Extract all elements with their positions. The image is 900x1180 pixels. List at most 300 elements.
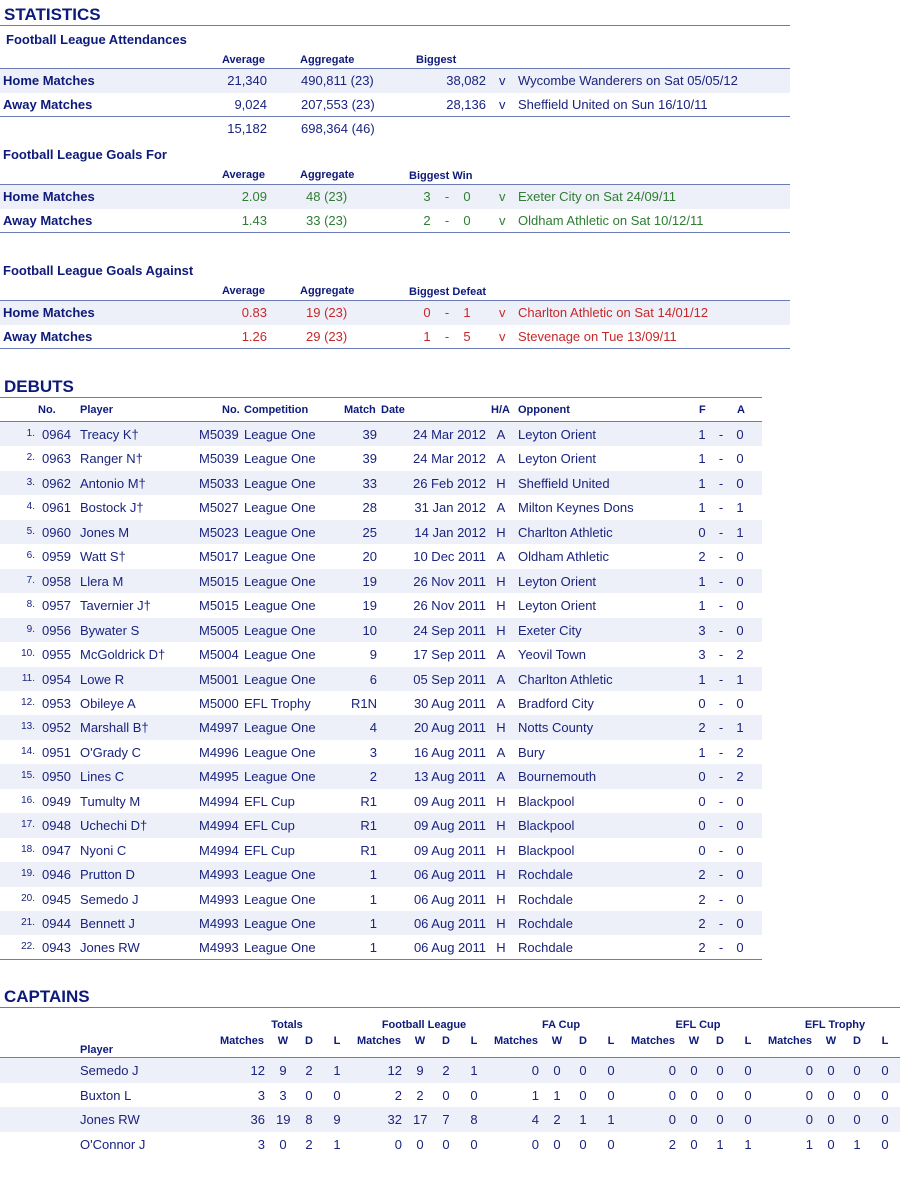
opponent: Rochdale xyxy=(518,940,573,956)
avg-value: 1.43 xyxy=(241,213,267,228)
match-round: 1 xyxy=(369,916,377,931)
opponent: Bury xyxy=(518,744,545,760)
score-dash: - xyxy=(718,622,724,638)
stat-value: 0 xyxy=(333,1087,341,1103)
stat-value: 0 xyxy=(531,1063,539,1078)
opponent: Rochdale xyxy=(518,916,573,931)
col-biggest-defeat: Biggest Defeat xyxy=(409,286,487,298)
biggest-detail: Sheffield United on Sun 16/10/11 xyxy=(518,97,708,112)
competition: League One xyxy=(244,867,316,883)
stat-value: 0 xyxy=(716,1112,724,1127)
player-name: Lowe R xyxy=(80,671,125,687)
opponent: Leyton Orient xyxy=(518,451,597,467)
competition: EFL Cup xyxy=(244,793,295,809)
match-number: M5000 xyxy=(199,695,239,711)
divider xyxy=(0,1007,900,1008)
score-dash: - xyxy=(718,916,724,931)
row-index: 7. xyxy=(26,574,35,586)
stat-value: 1 xyxy=(333,1063,341,1078)
row-index: 6. xyxy=(26,550,35,562)
score-dash: - xyxy=(444,329,450,344)
score-for: 1 xyxy=(698,671,706,687)
stat-value: 8 xyxy=(305,1112,313,1127)
score-dash: - xyxy=(718,695,724,711)
score-for: 2 xyxy=(698,549,706,565)
match-round: 25 xyxy=(362,524,377,540)
home-away: H xyxy=(496,867,506,883)
player-number: 0964 xyxy=(42,427,71,442)
header-opponent: Opponent xyxy=(518,404,570,416)
agg-value: 33 (23) xyxy=(306,213,348,228)
row-index: 9. xyxy=(26,623,35,635)
opponent: Bournemouth xyxy=(518,769,597,785)
home-away: H xyxy=(496,524,506,540)
score-for: 0 xyxy=(423,305,431,320)
score-against: 0 xyxy=(736,427,744,442)
row-index: 17. xyxy=(21,819,35,831)
header-player: Player xyxy=(80,1044,114,1056)
competition: EFL Trophy xyxy=(244,695,311,711)
stat-value: 0 xyxy=(853,1063,861,1078)
player-name: Tumulty M xyxy=(80,793,141,809)
competition: EFL Cup xyxy=(244,818,295,834)
match-number: M4996 xyxy=(199,744,239,760)
match-number: M4994 xyxy=(199,842,239,858)
stat-value: 2 xyxy=(668,1136,676,1152)
competition: League One xyxy=(244,744,316,760)
stat-value: 12 xyxy=(387,1063,402,1078)
stat-value: 1 xyxy=(853,1136,861,1152)
debuts-title: DEBUTS xyxy=(4,377,74,396)
player-name: Watt S† xyxy=(80,549,126,565)
player-name: O'Grady C xyxy=(80,744,141,760)
match-round: 1 xyxy=(369,867,377,883)
player-number: 0962 xyxy=(42,475,71,491)
score-against: 0 xyxy=(736,475,744,491)
opponent: Sheffield United xyxy=(518,475,610,491)
captain-name: Buxton L xyxy=(80,1087,132,1103)
home-away: A xyxy=(496,769,506,785)
match-round: 20 xyxy=(362,549,377,565)
row-index: 3. xyxy=(26,476,35,488)
stat-value: 0 xyxy=(827,1087,835,1103)
sub-header: D xyxy=(716,1035,724,1047)
score-for: 3 xyxy=(423,189,431,204)
player-name: Jones M xyxy=(80,524,130,540)
sub-header: Matches xyxy=(220,1035,265,1047)
match-date: 24 Mar 2012 xyxy=(413,427,486,442)
home-away: H xyxy=(496,940,506,956)
player-number: 0954 xyxy=(42,671,71,687)
stat-value: 7 xyxy=(442,1112,450,1127)
home-away: H xyxy=(496,818,506,834)
home-away: H xyxy=(496,720,506,736)
player-number: 0945 xyxy=(42,891,71,907)
player-name: Bennett J xyxy=(80,916,135,931)
stat-value: 3 xyxy=(257,1087,265,1103)
score-for: 2 xyxy=(698,891,706,907)
match-number: M5027 xyxy=(199,500,239,516)
score-dash: - xyxy=(718,573,724,589)
match-date: 14 Jan 2012 xyxy=(414,524,486,540)
stat-value: 1 xyxy=(553,1087,561,1103)
score-for: 3 xyxy=(698,622,706,638)
avg-value: 9,024 xyxy=(234,97,267,112)
home-away: H xyxy=(496,475,506,491)
match-number: M5017 xyxy=(199,549,239,565)
group-header: EFL Cup xyxy=(675,1019,721,1031)
avg-value: 1.26 xyxy=(241,329,267,344)
player-number: 0963 xyxy=(42,451,71,467)
score-for: 1 xyxy=(698,475,706,491)
match-round: 6 xyxy=(369,671,377,687)
competition: League One xyxy=(244,940,316,956)
group-header: EFL Trophy xyxy=(804,1019,866,1031)
score-for: 2 xyxy=(698,867,706,883)
row-index: 4. xyxy=(26,501,35,513)
player-number: 0960 xyxy=(42,524,71,540)
versus: v xyxy=(499,97,506,112)
stat-value: 0 xyxy=(579,1063,587,1078)
row-label: Home Matches xyxy=(3,73,95,88)
score-against: 0 xyxy=(736,573,744,589)
stat-value: 8 xyxy=(470,1112,478,1127)
match-number: M5039 xyxy=(199,427,239,442)
player-name: Obileye A xyxy=(80,695,136,711)
score-against: 0 xyxy=(736,451,744,467)
sub-header: W xyxy=(825,1035,837,1047)
player-name: Nyoni C xyxy=(80,842,127,858)
sub-header: W xyxy=(551,1035,563,1047)
player-name: Lines C xyxy=(80,769,125,785)
group-header: FA Cup xyxy=(541,1019,581,1031)
group-header: Totals xyxy=(271,1019,303,1031)
match-round: 3 xyxy=(369,744,377,760)
score-for: 1 xyxy=(698,427,706,442)
score-dash: - xyxy=(718,451,724,467)
match-number: M5005 xyxy=(199,622,239,638)
row-index: 12. xyxy=(21,696,35,708)
goals-for-title: Football League Goals For xyxy=(3,147,167,162)
row-index: 15. xyxy=(21,770,35,782)
home-away: H xyxy=(496,573,506,589)
attendance-total-avg: 15,182 xyxy=(227,121,267,136)
col-aggregate: Aggregate xyxy=(300,169,355,181)
match-round: R1 xyxy=(360,818,377,834)
score-dash: - xyxy=(444,305,450,320)
biggest-detail: Oldham Athletic on Sat 10/12/11 xyxy=(518,213,704,228)
opponent: Charlton Athletic xyxy=(518,524,613,540)
player-number: 0958 xyxy=(42,573,71,589)
sub-header: Matches xyxy=(768,1035,813,1047)
col-biggest: Biggest xyxy=(416,54,457,66)
stat-value: 3 xyxy=(257,1136,265,1152)
score-against: 1 xyxy=(736,524,744,540)
competition: League One xyxy=(244,427,316,442)
match-number: M5001 xyxy=(199,671,239,687)
competition: EFL Cup xyxy=(244,842,295,858)
stat-value: 0 xyxy=(668,1087,676,1103)
header-competition: Competition xyxy=(244,404,309,416)
sub-header: D xyxy=(579,1035,587,1047)
row-index: 2. xyxy=(26,452,35,464)
stat-value: 0 xyxy=(305,1087,313,1103)
row-label: Home Matches xyxy=(3,189,95,204)
match-date: 10 Dec 2011 xyxy=(413,549,486,565)
player-number: 0955 xyxy=(42,647,71,663)
home-away: A xyxy=(496,427,506,442)
row-index: 18. xyxy=(21,843,35,855)
player-name: Marshall B† xyxy=(80,720,149,736)
match-round: 39 xyxy=(362,451,377,467)
score-for: 2 xyxy=(698,916,706,931)
row-index: 5. xyxy=(26,525,35,537)
match-date: 24 Mar 2012 xyxy=(413,451,486,467)
stat-value: 1 xyxy=(607,1112,615,1127)
score-against: 1 xyxy=(736,500,744,516)
match-number: M5039 xyxy=(199,451,239,467)
score-dash: - xyxy=(718,598,724,614)
stat-value: 1 xyxy=(531,1087,539,1103)
stat-value: 0 xyxy=(805,1063,813,1078)
stat-value: 1 xyxy=(716,1136,724,1152)
header-for: F xyxy=(699,404,706,416)
score-dash: - xyxy=(718,793,724,809)
match-round: 28 xyxy=(362,500,377,516)
match-date: 06 Aug 2011 xyxy=(413,867,486,883)
competition: League One xyxy=(244,891,316,907)
player-name: McGoldrick D† xyxy=(80,647,166,663)
stat-value: 0 xyxy=(553,1063,561,1078)
score-against: 0 xyxy=(736,867,744,883)
match-date: 24 Sep 2011 xyxy=(413,622,486,638)
match-number: M4993 xyxy=(199,916,239,931)
player-number: 0956 xyxy=(42,622,71,638)
score-for: 3 xyxy=(698,647,706,663)
row-index: 1. xyxy=(26,428,35,439)
stat-value: 0 xyxy=(881,1136,889,1152)
competition: League One xyxy=(244,500,316,516)
score-dash: - xyxy=(718,500,724,516)
stat-value: 0 xyxy=(827,1112,835,1127)
stat-value: 9 xyxy=(333,1112,341,1127)
home-away: A xyxy=(496,671,506,687)
match-number: M5004 xyxy=(199,647,239,663)
player-number: 0944 xyxy=(42,916,71,931)
col-average: Average xyxy=(222,169,266,181)
score-against: 0 xyxy=(736,891,744,907)
match-number: M5023 xyxy=(199,524,239,540)
stat-value: 1 xyxy=(744,1136,752,1152)
score-against: 0 xyxy=(463,189,471,204)
stat-value: 0 xyxy=(690,1087,698,1103)
sub-header: W xyxy=(688,1035,700,1047)
score-for: 0 xyxy=(698,818,706,834)
match-date: 06 Aug 2011 xyxy=(413,940,486,956)
agg-value: 19 (23) xyxy=(306,305,348,320)
stat-value: 0 xyxy=(690,1136,698,1152)
stat-value: 4 xyxy=(531,1112,539,1127)
score-dash: - xyxy=(718,891,724,907)
sub-header: L xyxy=(470,1035,478,1047)
row-label: Away Matches xyxy=(3,97,93,112)
stat-value: 2 xyxy=(442,1063,450,1078)
stat-value: 0 xyxy=(607,1136,615,1152)
biggest-detail: Charlton Athletic on Sat 14/01/12 xyxy=(518,305,709,320)
score-for: 1 xyxy=(698,573,706,589)
agg-value: 490,811 (23) xyxy=(301,73,374,88)
score-dash: - xyxy=(718,427,724,442)
agg-value: 207,553 (23) xyxy=(301,97,375,112)
row-index: 19. xyxy=(21,868,35,880)
player-name: Jones RW xyxy=(80,940,140,956)
score-for: 1 xyxy=(423,329,431,344)
row-label: Home Matches xyxy=(3,305,95,320)
row-label: Away Matches xyxy=(3,213,93,228)
match-round: 2 xyxy=(369,769,377,785)
match-round: 19 xyxy=(362,598,377,614)
stat-value: 1 xyxy=(805,1136,813,1152)
opponent: Charlton Athletic xyxy=(518,671,613,687)
match-number: M4997 xyxy=(199,720,239,736)
player-number: 0947 xyxy=(42,842,71,858)
stat-value: 1 xyxy=(333,1136,341,1152)
home-away: H xyxy=(496,916,506,931)
biggest-detail: Exeter City on Sat 24/09/11 xyxy=(518,189,677,204)
header-player: Player xyxy=(80,404,114,416)
match-date: 26 Nov 2011 xyxy=(413,598,486,614)
col-biggest-win: Biggest Win xyxy=(409,170,473,182)
match-date: 05 Sep 2011 xyxy=(413,671,486,687)
score-for: 2 xyxy=(698,940,706,956)
col-average: Average xyxy=(222,54,266,66)
score-dash: - xyxy=(718,769,724,785)
competition: League One xyxy=(244,671,316,687)
stat-value: 12 xyxy=(250,1063,265,1078)
row-index: 21. xyxy=(21,917,35,928)
stat-value: 9 xyxy=(416,1063,424,1078)
score-against: 0 xyxy=(736,793,744,809)
score-dash: - xyxy=(718,744,724,760)
match-date: 26 Feb 2012 xyxy=(412,475,486,491)
home-away: H xyxy=(496,622,506,638)
stat-value: 0 xyxy=(716,1063,724,1078)
row-index: 16. xyxy=(21,794,35,806)
score-for: 0 xyxy=(698,695,706,711)
versus: v xyxy=(499,213,506,228)
stat-value: 0 xyxy=(416,1136,424,1152)
player-number: 0950 xyxy=(42,769,71,785)
score-for: 0 xyxy=(698,842,706,858)
competition: League One xyxy=(244,524,316,540)
player-number: 0946 xyxy=(42,867,71,883)
score-dash: - xyxy=(718,940,724,956)
player-name: Semedo J xyxy=(80,891,139,907)
stat-value: 0 xyxy=(579,1087,587,1103)
stat-value: 0 xyxy=(394,1136,402,1152)
player-number: 0961 xyxy=(42,500,71,516)
group-header: Football League xyxy=(381,1019,467,1031)
opponent: Notts County xyxy=(518,720,594,736)
match-date: 06 Aug 2011 xyxy=(413,916,486,931)
divider xyxy=(0,397,762,398)
row-index: 11. xyxy=(21,672,35,684)
avg-value: 2.09 xyxy=(241,189,267,204)
score-against: 0 xyxy=(736,622,744,638)
stat-value: 0 xyxy=(853,1087,861,1103)
stat-value: 0 xyxy=(690,1063,698,1078)
sub-header: W xyxy=(414,1035,426,1047)
score-dash: - xyxy=(718,549,724,565)
match-number: M4993 xyxy=(199,867,239,883)
match-date: 30 Aug 2011 xyxy=(413,695,486,711)
score-against: 0 xyxy=(463,213,471,228)
goals-against-title: Football League Goals Against xyxy=(3,263,194,278)
stat-value: 2 xyxy=(394,1087,402,1103)
score-against: 1 xyxy=(736,720,744,736)
player-number: 0957 xyxy=(42,598,71,614)
score-against: 0 xyxy=(736,695,744,711)
player-name: Bywater S xyxy=(80,622,140,638)
stat-value: 0 xyxy=(690,1112,698,1127)
stat-value: 2 xyxy=(305,1063,313,1078)
match-number: M4993 xyxy=(199,940,239,956)
opponent: Blackpool xyxy=(518,818,575,834)
stat-value: 32 xyxy=(387,1112,402,1127)
opponent: Blackpool xyxy=(518,842,575,858)
opponent: Leyton Orient xyxy=(518,573,597,589)
home-away: A xyxy=(496,500,506,516)
sub-header: L xyxy=(881,1035,889,1047)
match-round: 39 xyxy=(362,427,377,442)
col-aggregate: Aggregate xyxy=(300,285,355,297)
avg-value: 0.83 xyxy=(241,305,267,320)
divider xyxy=(0,25,790,26)
score-for: 0 xyxy=(698,769,706,785)
sub-header: Matches xyxy=(494,1035,539,1047)
versus: v xyxy=(499,73,506,88)
stat-value: 36 xyxy=(250,1112,265,1127)
row-index: 10. xyxy=(21,648,35,660)
stat-value: 2 xyxy=(553,1112,561,1127)
opponent: Yeovil Town xyxy=(518,647,586,663)
score-against: 0 xyxy=(736,940,744,956)
stat-value: 0 xyxy=(531,1136,539,1152)
player-name: Antonio M† xyxy=(80,475,146,491)
match-round: 4 xyxy=(369,720,377,736)
header-match-no: No. xyxy=(222,404,240,416)
match-date: 20 Aug 2011 xyxy=(413,720,486,736)
stat-value: 0 xyxy=(881,1112,889,1127)
player-name: Tavernier J† xyxy=(80,598,151,614)
header-match: Match xyxy=(344,404,376,416)
stat-value: 0 xyxy=(827,1063,835,1078)
opponent: Blackpool xyxy=(518,793,575,809)
header-against: A xyxy=(737,404,745,416)
score-dash: - xyxy=(444,189,450,204)
home-away: H xyxy=(496,891,506,907)
header-ha: H/A xyxy=(491,404,510,416)
stat-value: 1 xyxy=(579,1112,587,1127)
stat-value: 2 xyxy=(416,1087,424,1103)
stat-value: 0 xyxy=(744,1112,752,1127)
home-away: A xyxy=(496,549,506,565)
player-name: Treacy K† xyxy=(80,427,139,442)
row-index: 20. xyxy=(21,892,35,904)
stat-value: 0 xyxy=(442,1087,450,1103)
match-round: R1 xyxy=(360,793,377,809)
score-against: 2 xyxy=(736,744,744,760)
